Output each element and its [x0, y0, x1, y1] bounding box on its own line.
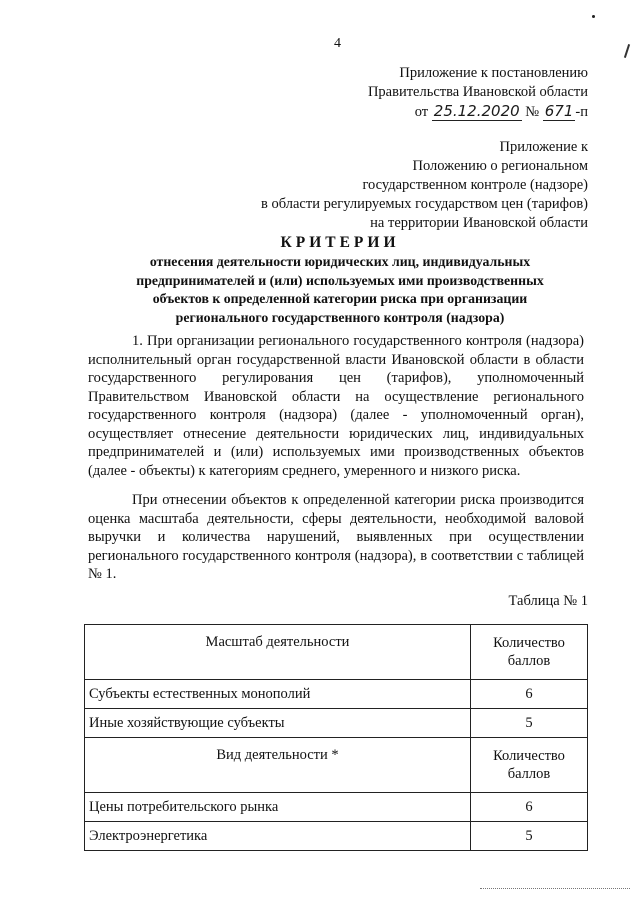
date-prefix: от	[414, 104, 429, 120]
appendix-line: в области регулируемых государством цен (тарифов)	[261, 196, 588, 212]
scan-mark	[592, 15, 595, 18]
table-row	[85, 709, 588, 738]
subtitle-line: объектов к определенной категории риска при организации	[152, 291, 528, 306]
row-points-cell: 5	[471, 822, 588, 851]
number-suffix: -п	[575, 104, 588, 120]
appendix-line: Приложение к	[499, 139, 588, 155]
document-title: КРИТЕРИИ	[280, 234, 400, 251]
subtitle-line: предпринимателей и (или) используемых ими производственных	[136, 272, 544, 288]
appendix-line: Правительства Ивановской области	[367, 84, 588, 100]
table-row	[85, 822, 588, 851]
points-header-line: Количество	[493, 635, 565, 651]
appendix-date-line	[368, 102, 588, 122]
number-sign: №	[525, 104, 540, 120]
row-points-cell: 6	[471, 793, 588, 822]
subtitle-line: отнесения деятельности юридических лиц, индивидуальных	[149, 254, 531, 269]
criteria-table	[84, 624, 588, 851]
scan-mark	[624, 44, 630, 58]
appendix-line: Приложение к постановлению	[399, 65, 588, 81]
points-header-cell	[471, 625, 588, 680]
paragraph-1: 1. При организации регионального государственного контроля (надзора) исполнительный орган государственной власти Ивановской области в области государственного регулирования цен (тарифов), уполномоченный Правительством Ивановской области на осуществление регионального государственного контроля (надзора) (далее - уполномоченный орган), осуществляет отнесение деятельности юридических лиц, индивидуальных предпринимателей и (или) используемых ими производственных объектов (далее - объекты) к категориям среднего, умеренного и низкого риска.	[88, 333, 584, 479]
paragraph-2: При отнесении объектов к определенной категории риска производится оценка масштаба деятельности, сферы деятельности, необходимой валовой выручки и количества нарушений, выявленных при осуществлении регионального государственного контроля (надзора), в соответствии с таблицей № 1.	[88, 492, 584, 582]
appendix-resolution-header	[368, 64, 588, 122]
handwritten-date: 25.12.2020	[433, 102, 520, 120]
points-header-line: баллов	[507, 766, 551, 782]
row-name-cell: Иные хозяйствующие субъекты	[85, 709, 471, 738]
row-points-cell: 5	[471, 709, 588, 738]
scan-artifact-line	[480, 888, 630, 889]
points-header-line: Количество	[493, 748, 565, 764]
table-header-row	[85, 738, 588, 793]
activity-header-cell: Вид деятельности *	[85, 738, 471, 793]
handwritten-number: 671	[544, 102, 574, 120]
scale-header-cell: Масштаб деятельности	[85, 625, 471, 680]
appendix-line: на территории Ивановской области	[370, 215, 588, 231]
row-name-cell: Цены потребительского рынка	[85, 793, 471, 822]
table-row	[85, 680, 588, 709]
row-name-cell: Субъекты естественных монополий	[85, 680, 471, 709]
points-header-cell	[471, 738, 588, 793]
table-row	[85, 793, 588, 822]
row-name-cell: Электроэнергетика	[85, 822, 471, 851]
points-header-line: баллов	[507, 653, 551, 669]
subtitle-line: регионального государственного контроля (надзора)	[175, 309, 505, 325]
appendix-line: Положению о региональном	[412, 158, 588, 174]
document-subtitle	[82, 253, 598, 327]
table-caption: Таблица № 1	[508, 593, 588, 609]
row-points-cell: 6	[471, 680, 588, 709]
page-number: 4	[334, 36, 341, 51]
appendix-regulation-header	[261, 138, 588, 233]
appendix-line: государственном контроле (надзоре)	[362, 177, 588, 193]
table-header-row	[85, 625, 588, 680]
